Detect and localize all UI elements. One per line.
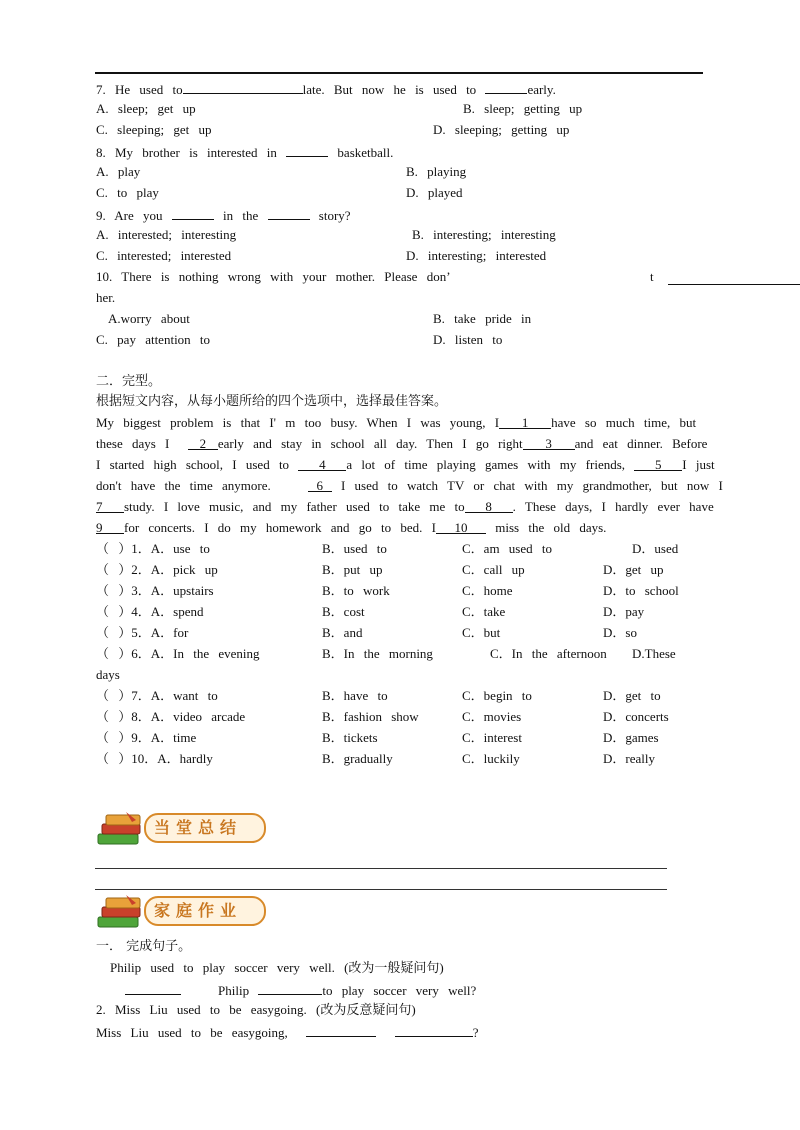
- cloze-6-b: B．In the morning: [322, 646, 433, 661]
- q9-blank-2: [268, 206, 310, 220]
- cloze-6-d: D.These: [632, 646, 676, 661]
- q7-stem-b: late. But now he is used to: [302, 82, 486, 97]
- passage-blank-8: 8: [465, 499, 513, 513]
- cloze-8-c: C．movies: [462, 709, 522, 724]
- homework-heading: 一． 完成句子。: [96, 939, 192, 954]
- cloze-6-c: C．In the afternoon: [490, 646, 607, 661]
- q7-stem-c: early.: [527, 82, 556, 97]
- cloze-item-4: （ ）4．A．spend: [96, 604, 204, 619]
- passage-line-4: don't have the time anymore. 6 I used to watch TV or chat with my grandmother, but now I: [96, 478, 723, 493]
- q8-stem: 8. My brother is interested in basketball.: [96, 145, 394, 160]
- q7-option-d: D. sleeping; getting up: [433, 122, 570, 137]
- summary-line-1: [95, 868, 667, 869]
- cloze-3-b: B．to work: [322, 583, 390, 598]
- cloze-item-2: （ ）2．A．pick up: [96, 562, 218, 577]
- cloze-10-c: C．luckily: [462, 751, 520, 766]
- cloze-item-9: （ ）9．A．time: [96, 730, 197, 745]
- summary-banner: [96, 810, 266, 846]
- cloze-item-7: （ ）7．A．want to: [96, 688, 218, 703]
- passage-line-2: these days I 2 early and stay in school all day. Then I go right 3 and eat dinner. Before: [96, 436, 708, 451]
- passage-line-5: 7 study. I love music, and my father used to take me to 8 . These days, I hardly ever have: [96, 499, 714, 514]
- q10-stem-her: her.: [96, 290, 116, 305]
- q7-option-a: A. sleep; get up: [96, 101, 196, 116]
- q10-option-a: A.worry about: [108, 311, 190, 326]
- passage-line-6: 9 for concerts. I do my homework and go to bed. I 10 miss the old days.: [96, 520, 607, 535]
- cloze-10-b: B．gradually: [322, 751, 393, 766]
- cloze-2-c: C．call up: [462, 562, 525, 577]
- q10-option-c: C. pay attention to: [96, 332, 211, 347]
- cloze-item-6: （ ）6．A．In the evening: [96, 646, 260, 661]
- q7-option-c: C. sleeping; get up: [96, 122, 212, 137]
- top-rule: [95, 72, 703, 74]
- section2-instruction: 根据短文内容，从每小题所给的四个选项中，选择最佳答案。: [96, 394, 448, 409]
- homework-s2: 2. Miss Liu used to be easygoing. (改为反意疑问句): [96, 1002, 416, 1017]
- q9-stem: 9. Are you in the story?: [96, 208, 351, 223]
- cloze-1-c: C．am used to: [462, 541, 552, 556]
- q10-stem-t: t: [650, 269, 654, 284]
- passage-line-3: I started high school, I used to 4 a lot of time playing games with my friends, 5 I just: [96, 457, 715, 472]
- q10-stem: 10. There is nothing wrong with your mother. Please don’: [96, 269, 451, 284]
- summary-banner-label: 当堂总结: [144, 813, 266, 843]
- cloze-7-b: B．have to: [322, 688, 388, 703]
- passage-blank-7: 7: [96, 499, 124, 513]
- q10-blank: [668, 271, 800, 285]
- cloze-6-wrap: days: [96, 667, 120, 682]
- q7-option-b: B. sleep; getting up: [463, 101, 583, 116]
- q8-blank: [286, 143, 328, 157]
- cloze-item-10: （ ）10．A．hardly: [96, 751, 213, 766]
- q10-option-d: D. listen to: [433, 332, 503, 347]
- s2-blank-1: [306, 1023, 376, 1037]
- s1-blank-1: [125, 981, 181, 995]
- s1-blank-2: [258, 981, 322, 995]
- cloze-9-c: C．interest: [462, 730, 522, 745]
- q8-option-a: A. play: [96, 164, 141, 179]
- q10-option-b: B. take pride in: [433, 311, 532, 326]
- cloze-8-d: D．concerts: [603, 709, 669, 724]
- passage-blank-2: 2: [188, 436, 218, 450]
- cloze-3-c: C．home: [462, 583, 513, 598]
- cloze-4-d: D．pay: [603, 604, 645, 619]
- summary-line-2: [95, 889, 667, 890]
- cloze-1-d: D．used: [632, 541, 679, 556]
- q9-option-d: D. interesting; interested: [406, 248, 547, 263]
- cloze-10-d: D．really: [603, 751, 655, 766]
- cloze-item-8: （ ）8．A．video arcade: [96, 709, 246, 724]
- cloze-5-b: B．and: [322, 625, 363, 640]
- passage-blank-1: 1: [499, 415, 551, 429]
- s2-blank-2: [395, 1023, 473, 1037]
- q8-option-b: B. playing: [406, 164, 467, 179]
- homework-s1-answer: Philip to play soccer very well?: [125, 981, 476, 999]
- section2-title: 二．完型。: [96, 374, 162, 389]
- homework-banner: [96, 893, 266, 929]
- cloze-9-b: B．tickets: [322, 730, 378, 745]
- cloze-5-c: C．but: [462, 625, 501, 640]
- q8-option-c: C. to play: [96, 185, 159, 200]
- passage-line-1: My biggest problem is that I' m too busy. When I was young, I 1 have so much time, but: [96, 415, 697, 430]
- cloze-5-d: D．so: [603, 625, 637, 640]
- q7-blank-2: [485, 80, 527, 94]
- q9-option-b: B. interesting; interesting: [412, 227, 556, 242]
- cloze-4-c: C．take: [462, 604, 506, 619]
- cloze-7-c: C．begin to: [462, 688, 532, 703]
- q8-option-d: D. played: [406, 185, 463, 200]
- cloze-item-1: （ ）1．A．use to: [96, 541, 210, 556]
- cloze-item-5: （ ）5．A．for: [96, 625, 189, 640]
- cloze-2-b: B．put up: [322, 562, 383, 577]
- homework-banner-label: 家庭作业: [144, 896, 266, 926]
- cloze-4-b: B．cost: [322, 604, 365, 619]
- passage-blank-9: 9: [96, 520, 124, 534]
- q9-blank-1: [172, 206, 214, 220]
- passage-blank-10: 10: [436, 520, 486, 534]
- q7-blank-1: [183, 80, 303, 94]
- q9-option-c: C. interested; interested: [96, 248, 232, 263]
- passage-blank-3: 3: [523, 436, 575, 450]
- cloze-item-3: （ ）3．A．upstairs: [96, 583, 214, 598]
- homework-s1: Philip used to play soccer very well. (改为一般疑问句): [110, 960, 444, 975]
- cloze-8-b: B．fashion show: [322, 709, 419, 724]
- passage-blank-6: 6: [308, 478, 332, 492]
- q9-option-a: A. interested; interesting: [96, 227, 237, 242]
- homework-s2-answer: Miss Liu used to be easygoing, ?: [96, 1025, 479, 1040]
- q7-stem-a: 7. He used to: [96, 82, 183, 97]
- passage-blank-5: 5: [634, 457, 682, 471]
- cloze-1-b: B．used to: [322, 541, 387, 556]
- passage-blank-4: 4: [298, 457, 346, 471]
- cloze-7-d: D．get to: [603, 688, 661, 703]
- cloze-2-d: D．get up: [603, 562, 664, 577]
- cloze-3-d: D．to school: [603, 583, 679, 598]
- cloze-9-d: D．games: [603, 730, 659, 745]
- q7-stem: [96, 80, 556, 98]
